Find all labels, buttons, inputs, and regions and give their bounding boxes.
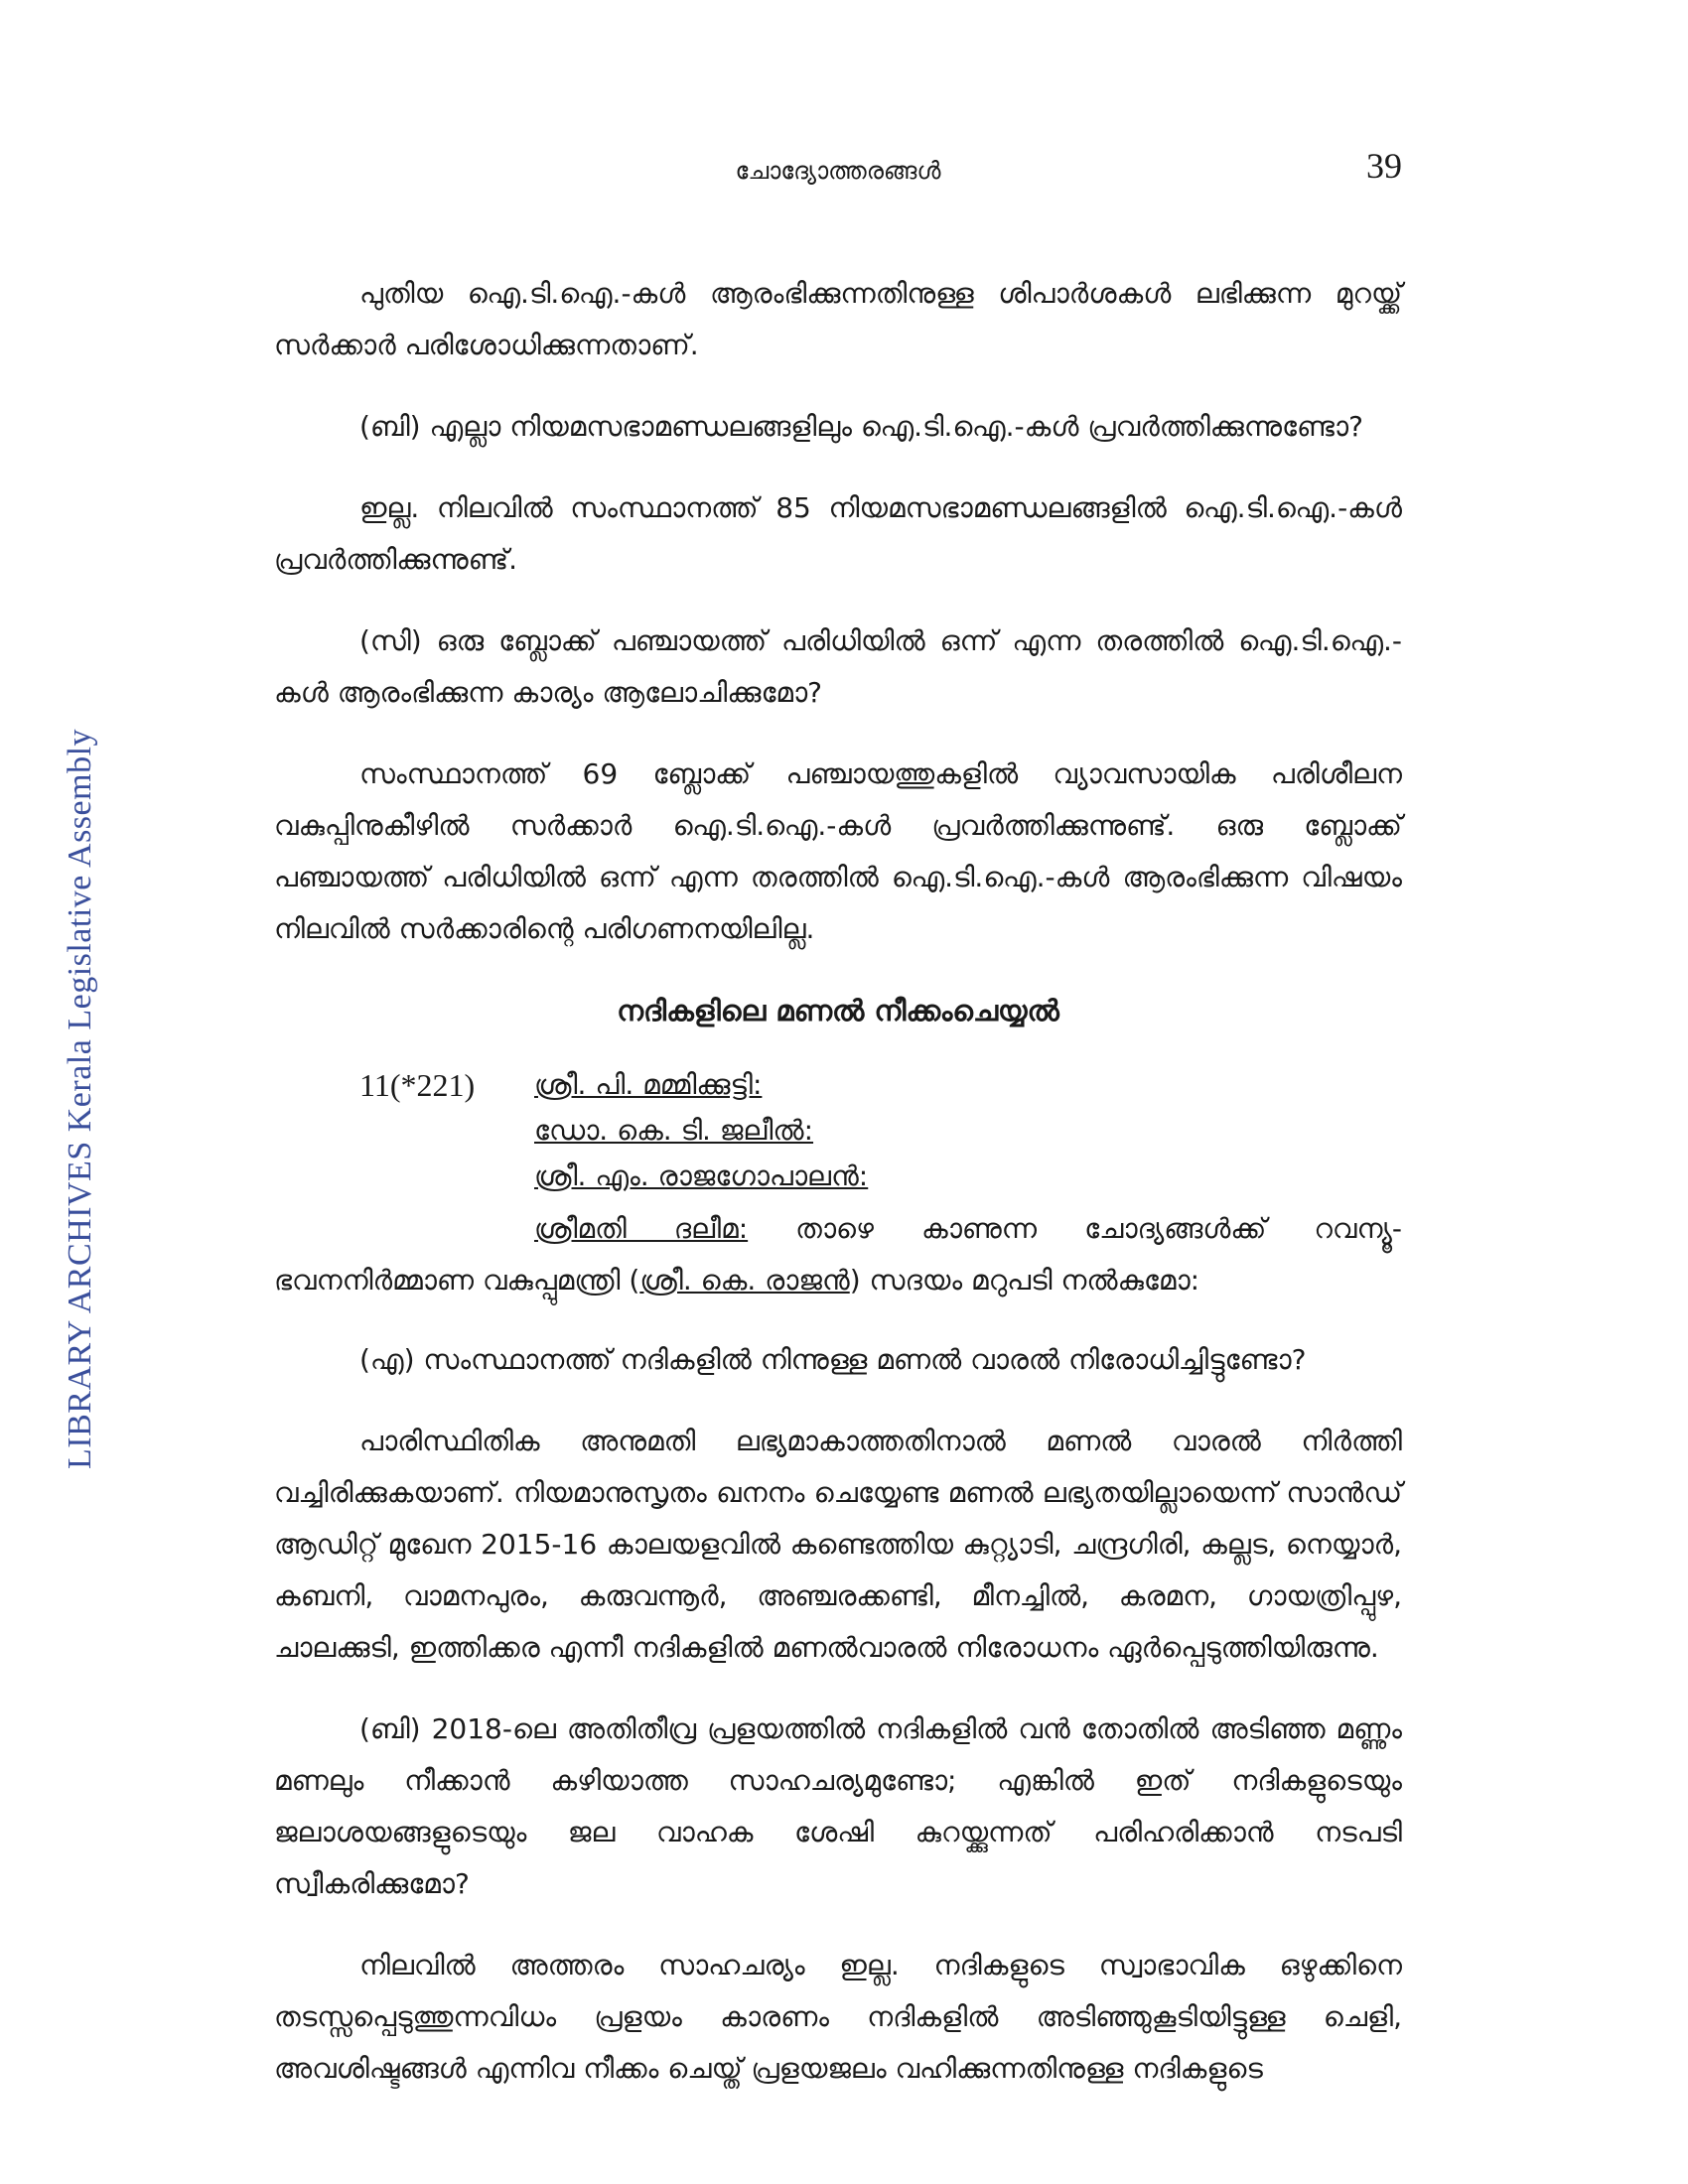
answer-a: പാരിസ്ഥിതിക അനുമതി ലഭ്യമാകാത്തതിനാൽ മണൽ വാരൽ നിർത്തി വച്ചിരിക്കുകയാണ്. നിയമാനുസൃതം ഖനനം ചെയ്യേണ്ട മണൽ ലഭ്യതയില്ലായെന്ന് സാൻഡ് ആഡിറ്റ് മുഖേന 2015-16 കാലയളവിൽ കണ്ടെത്തിയ കുറ്റ്യാടി, ചന്ദ്രഗിരി, കല്ലട, നെയ്യാർ, കബനി, വാമനപുരം, കരുവന്നൂർ, അഞ്ചരക്കണ്ടി, മീനച്ചിൽ, കരമന, ഗായത്രിപ്പുഴ, ചാലക്കുടി, ഇത്തിക്കര എന്നീ നദികളിൽ മണൽവാരൽ നിരോധനം ഏർപ്പെടുത്തിയിരുന്നു. bbox=[274, 1425, 1402, 1664]
answer-c: സംസ്ഥാനത്ത് 69 ബ്ലോക്ക് പഞ്ചായത്തുകളിൽ വ്യാവസായിക പരിശീലന വകുപ്പിനുകീഴിൽ സർക്കാർ ഐ.ടി.ഐ.-കൾ പ്രവർത്തിക്കുന്നുണ്ട്. ഒരു ബ്ലോക്ക് പഞ്ചായത്ത് പരിധിയിൽ ഒന്ന് എന്ന തരത്തിൽ ഐ.ടി.ഐ.-കൾ ആരംഭിക്കുന്ന വിഷയം നിലവിൽ സർക്കാരിന്റെ പരിഗണനയിലില്ല. bbox=[274, 757, 1402, 945]
question-b: (ബി) എല്ലാ നിയമസഭാമണ്ഡലങ്ങളിലും ഐ.ടി.ഐ.-കൾ പ്രവർത്തിക്കുന്നുണ്ടോ? bbox=[359, 410, 1363, 443]
answer-b: ഇല്ല. നിലവിൽ സംസ്ഥാനത്ത് 85 നിയമസഭാമണ്ഡലങ്ങളിൽ ഐ.ടി.ഐ.-കൾ പ്രവർത്തിക്കുന്നുണ്ട്. bbox=[274, 491, 1402, 576]
answer-b2: നിലവിൽ അത്തരം സാഹചര്യം ഇല്ല. നദികളുടെ സ്വാഭാവിക ഒഴുക്കിനെ തടസ്സപ്പെടുത്തുന്നവിധം പ്രളയം കാരണം നദികളിൽ അടിഞ്ഞുകൂടിയിട്ടുള്ള ചെളി, അവശിഷ്ടങ്ങൾ എന്നിവ നീക്കം ചെയ്ത് പ്രളയജലം വഹിക്കുന്നതിനുള്ള നദികളുടെ bbox=[274, 1949, 1402, 2085]
document-body bbox=[274, 268, 1402, 2124]
section-heading: നദികളിലെ മണൽ നീക്കംചെയ്യൽ bbox=[617, 994, 1059, 1027]
member-name: ശ്രീ. എം. രാജഗോപാലൻ: bbox=[534, 1160, 869, 1192]
question-number: 11(*221) bbox=[359, 1067, 476, 1103]
page-number: 39 bbox=[1366, 146, 1402, 186]
question-block bbox=[274, 1062, 1402, 1306]
running-title: ചോദ്യോത്തരങ്ങൾ bbox=[735, 157, 941, 185]
question-b2: (ബി) 2018-ലെ അതിതീവ്ര പ്രളയത്തിൽ നദികളിൽ വൻ തോതിൽ അടിഞ്ഞ മണ്ണും മണലും നീക്കാൻ കഴിയാത്ത സാഹചര്യമുണ്ടോ; എങ്കിൽ ഇത് നദികളുടെയും ജലാശയങ്ങളുടെയും ജല വാഹക ശേഷി കുറയ്ക്കുന്നത് പരിഹരിക്കാൻ നടപടി സ്വീകരിക്കുമോ? bbox=[274, 1712, 1402, 1900]
member-name: ഡോ. കെ. ടി. ജലീൽ: bbox=[534, 1114, 814, 1147]
question-intro-text: താഴെ കാണുന്ന ചോദ്യങ്ങൾക്ക് റവന്യൂ-ഭവനനിർമ്മാണ വകുപ്പുമന്ത്രി ( bbox=[274, 1212, 1402, 1297]
paragraph: പുതിയ ഐ.ടി.ഐ.-കൾ ആരംഭിക്കുന്നതിനുള്ള ശിപാർശകൾ ലഭിക്കുന്ന മുറയ്ക്ക് സർക്കാർ പരിശോധിക്കുന്നതാണ്. bbox=[274, 277, 1402, 361]
member-name: ശ്രീ. പി. മമ്മിക്കുട്ടി: bbox=[534, 1068, 763, 1101]
question-intro bbox=[274, 1203, 1402, 1306]
question-c: (സി) ഒരു ബ്ലോക്ക് പഞ്ചായത്ത് പരിധിയിൽ ഒന്ന് എന്ന തരത്തിൽ ഐ.ടി.ഐ.- കൾ ആരംഭിക്കുന്ന കാര്യം ആലോചിക്കുമോ? bbox=[274, 624, 1402, 709]
archive-watermark: LIBRARY ARCHIVES Kerala Legislative Assembly bbox=[62, 728, 98, 1469]
question-a: (എ) സംസ്ഥാനത്ത് നദികളിൽ നിന്നുള്ള മണൽ വാരൽ നിരോധിച്ചിട്ടുണ്ടോ? bbox=[359, 1343, 1307, 1376]
minister-name: ശ്രീ. കെ. രാജൻ bbox=[639, 1264, 850, 1297]
member-name: ശ്രീമതി ദലീമ: bbox=[534, 1212, 749, 1245]
question-intro-end: ) സദയം മറുപടി നൽകുമോ: bbox=[849, 1264, 1200, 1297]
